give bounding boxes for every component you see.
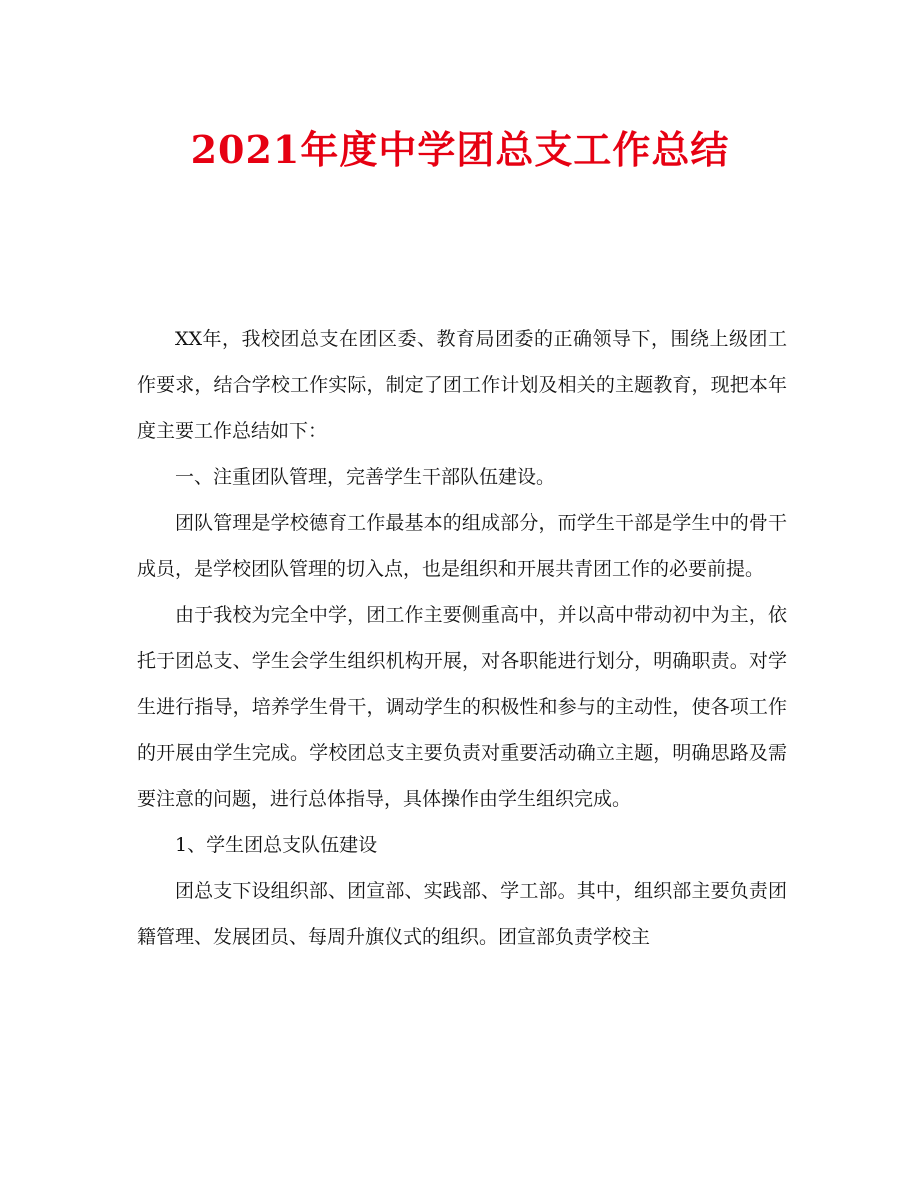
paragraph-intro: XX年，我校团总支在团区委、教育局团委的正确领导下，围绕上级团工作要求，结合学校工作实际，制定了团工作计划及相关的主题教育，现把本年度主要工作总结如下： — [137, 328, 787, 442]
section-heading-1: 一、注重团队管理，完善学生干部队伍建设。 — [175, 466, 556, 488]
paragraph-departments: 团总支下设组织部、团宣部、实践部、学工部。其中，组织部主要负责团籍管理、发展团员、每周升旗仪式的组织。团宣部负责学校主 — [137, 880, 787, 948]
document-body — [137, 316, 787, 960]
subsection-heading-1: 1、学生团总支队伍建设 — [175, 834, 378, 856]
paragraph-team-management: 团队管理是学校德育工作最基本的组成部分，而学生干部是学生中的骨干成员，是学校团队管理的切入点，也是组织和开展共青团工作的必要前提。 — [137, 512, 787, 580]
paragraph-school-structure: 由于我校为完全中学，团工作主要侧重高中，并以高中带动初中为主，依托于团总支、学生会学生组织机构开展，对各职能进行划分，明确职责。对学生进行指导，培养学生骨干，调动学生的积极性和参与的主动性，使各项工作的开展由学生完成。学校团总支主要负责对重要活动确立主题，明确思路及需要注意的问题，进行总体指导，具体操作由学生组织完成。 — [137, 604, 787, 810]
document-title: 2021年度中学团总支工作总结 — [190, 127, 730, 172]
